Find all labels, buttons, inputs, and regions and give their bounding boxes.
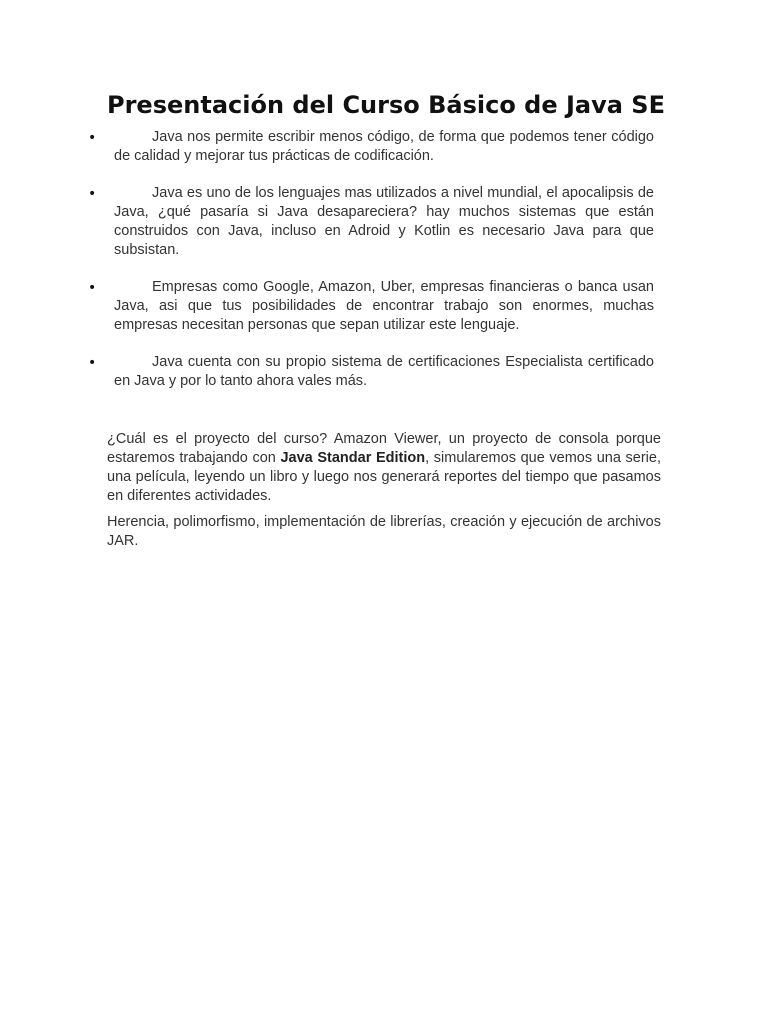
topics-paragraph: Herencia, polimorfismo, implementación de librerías, creación y ejecución de archivos JAR. <box>107 514 661 549</box>
bullet-item <box>0 353 768 391</box>
body-text-block <box>107 430 661 558</box>
bullet-text: Java nos permite escribir menos código, de forma que podemos tener código de calidad y mejorar tus prácticas de codificación. <box>114 129 654 164</box>
bullet-text: Empresas como Google, Amazon, Uber, empresas financieras o banca usan Java, asi que tus posibilidades de encontrar trabajo son enormes, muchas empresas necesitan personas que sepan utilizar este lenguaje. <box>114 279 654 333</box>
bullet-item <box>0 278 768 335</box>
bullet-text: Java es uno de los lenguajes mas utilizados a nivel mundial, el apocalipsis de Java, ¿qué pasaría si Java desapareciera? hay muchos sistemas que están construidos con Java, incluso en Adroid y Kotlin es necesario Java para que subsistan. <box>114 185 654 258</box>
bullet-icon: • <box>88 355 97 371</box>
project-text-start: ¿Cuál es el proyecto del curso? Amazon Viewer, un proyecto de consola porque estaremos trabajando con <box>107 431 661 466</box>
bullet-icon: • <box>88 186 97 202</box>
bullet-list <box>0 128 768 409</box>
project-text-end: , simularemos que vemos una serie, una película, leyendo un libro y luego nos generará reportes del tiempo que pasamos en diferentes actividades. <box>107 450 662 504</box>
bullet-icon: • <box>88 130 97 146</box>
bullet-item <box>0 128 768 166</box>
bullet-icon: • <box>88 280 97 296</box>
project-bold-text: Java Standar Edition <box>280 450 426 466</box>
bullet-text: Java cuenta con su propio sistema de certificaciones Especialista certificado en Java y por lo tanto ahora vales más. <box>114 354 654 389</box>
document-title: Presentación del Curso Básico de Java SE <box>107 91 665 119</box>
bullet-item <box>0 184 768 260</box>
project-paragraph <box>107 430 661 506</box>
